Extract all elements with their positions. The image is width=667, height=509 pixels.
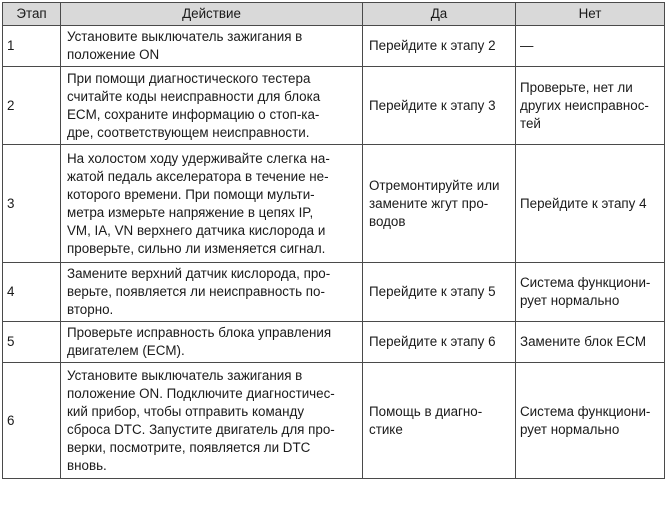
step-cell: 6: [3, 363, 61, 479]
no-cell: [516, 26, 665, 67]
yes-cell-line: водов: [369, 213, 406, 229]
table-row: [3, 322, 665, 363]
action-cell: [61, 322, 363, 363]
action-cell-line: вновь.: [67, 457, 107, 473]
action-cell-line: вторно.: [67, 302, 114, 317]
action-cell-line: метра измерьте напряжение в цепях IP,: [67, 204, 314, 220]
no-cell-line: других неисправнос-: [520, 97, 649, 113]
action-cell-line: положение ON: [67, 47, 160, 62]
step-cell: 1: [3, 26, 61, 67]
table-row: [3, 26, 665, 67]
action-cell-line: верки, посмотрите, появляется ли DTC: [67, 439, 311, 455]
no-cell: [516, 145, 665, 263]
action-cell-line: VM, IA, VN верхнего датчика кислорода и: [67, 222, 326, 238]
action-cell-line: кий прибор, чтобы отправить команду: [67, 403, 305, 419]
no-cell-line: Перейдите к этапу 4: [520, 195, 647, 211]
header-step: Этап: [3, 3, 61, 26]
action-cell-line: двигателем (ECM).: [67, 343, 185, 358]
no-cell: [516, 67, 665, 145]
step-cell: 5: [3, 322, 61, 363]
action-cell-line: считайте коды неисправности для блока: [67, 88, 321, 104]
action-cell: [61, 145, 363, 263]
troubleshooting-table: [2, 2, 665, 479]
action-cell-line: На холостом ходу удерживайте слегка на-: [67, 150, 330, 166]
action-cell-line: дре, соответствующем неисправности.: [67, 124, 310, 140]
table-row: [3, 363, 665, 479]
table-row: [3, 263, 665, 322]
yes-cell: [363, 363, 516, 479]
action-cell: [61, 67, 363, 145]
action-cell: [61, 263, 363, 322]
no-cell-line: тей: [520, 115, 541, 131]
yes-cell-line: Перейдите к этапу 3: [369, 97, 496, 113]
step-cell: 4: [3, 263, 61, 322]
header-yes: Да: [363, 3, 516, 26]
action-cell-line: которого времени. При помощи мульти-: [67, 186, 315, 202]
no-cell-line: Проверьте, нет ли: [520, 79, 633, 95]
action-cell-line: ECM, сохраните информацию о стоп-ка-: [67, 106, 320, 122]
no-cell: [516, 363, 665, 479]
table-row: [3, 145, 665, 263]
action-cell-line: жатой педаль акселератора в течение не-: [67, 168, 329, 184]
action-cell-line: проверьте, сильно ли изменяется сигнал.: [67, 240, 326, 256]
header-action: Действие: [61, 3, 363, 26]
yes-cell: [363, 26, 516, 67]
action-cell-line: верьте, появляется ли неисправность по-: [67, 284, 325, 299]
action-cell-line: Установите выключатель зажигания в: [67, 29, 303, 44]
table-row: [3, 67, 665, 145]
action-cell: [61, 363, 363, 479]
yes-cell: [363, 67, 516, 145]
yes-cell: [363, 322, 516, 363]
yes-cell-line: Перейдите к этапу 2: [369, 38, 496, 53]
no-cell: [516, 263, 665, 322]
action-cell-line: сброса DTC. Запустите двигатель для про-: [67, 421, 335, 437]
step-cell: 3: [3, 145, 61, 263]
yes-cell-line: Помощь в диагно-: [369, 403, 483, 419]
yes-cell-line: Отремонтируйте или: [369, 177, 500, 193]
no-cell-line: Система функциони-: [520, 275, 651, 290]
yes-cell-line: Перейдите к этапу 6: [369, 334, 496, 349]
yes-cell: [363, 145, 516, 263]
yes-cell-line: замените жгут про-: [369, 195, 489, 211]
yes-cell-line: стике: [369, 421, 403, 437]
no-cell-line: Замените блок ECM: [520, 334, 647, 349]
no-cell-line: —: [520, 38, 534, 53]
no-cell: [516, 322, 665, 363]
no-cell-line: рует нормально: [520, 421, 620, 437]
yes-cell-line: Перейдите к этапу 5: [369, 284, 496, 299]
action-cell-line: Проверьте исправность блока управления: [67, 325, 332, 340]
no-cell-line: Система функциони-: [520, 403, 651, 419]
yes-cell: [363, 263, 516, 322]
action-cell-line: Установите выключатель зажигания в: [67, 367, 303, 383]
step-cell: 2: [3, 67, 61, 145]
no-cell-line: рует нормально: [520, 293, 620, 308]
action-cell: [61, 26, 363, 67]
header-no: Нет: [516, 3, 665, 26]
table-header-row: [3, 3, 665, 26]
action-cell-line: При помощи диагностического тестера: [67, 70, 311, 86]
action-cell-line: положение ON. Подключите диагностичес-: [67, 385, 335, 401]
action-cell-line: Замените верхний датчик кислорода, про-: [67, 266, 331, 281]
